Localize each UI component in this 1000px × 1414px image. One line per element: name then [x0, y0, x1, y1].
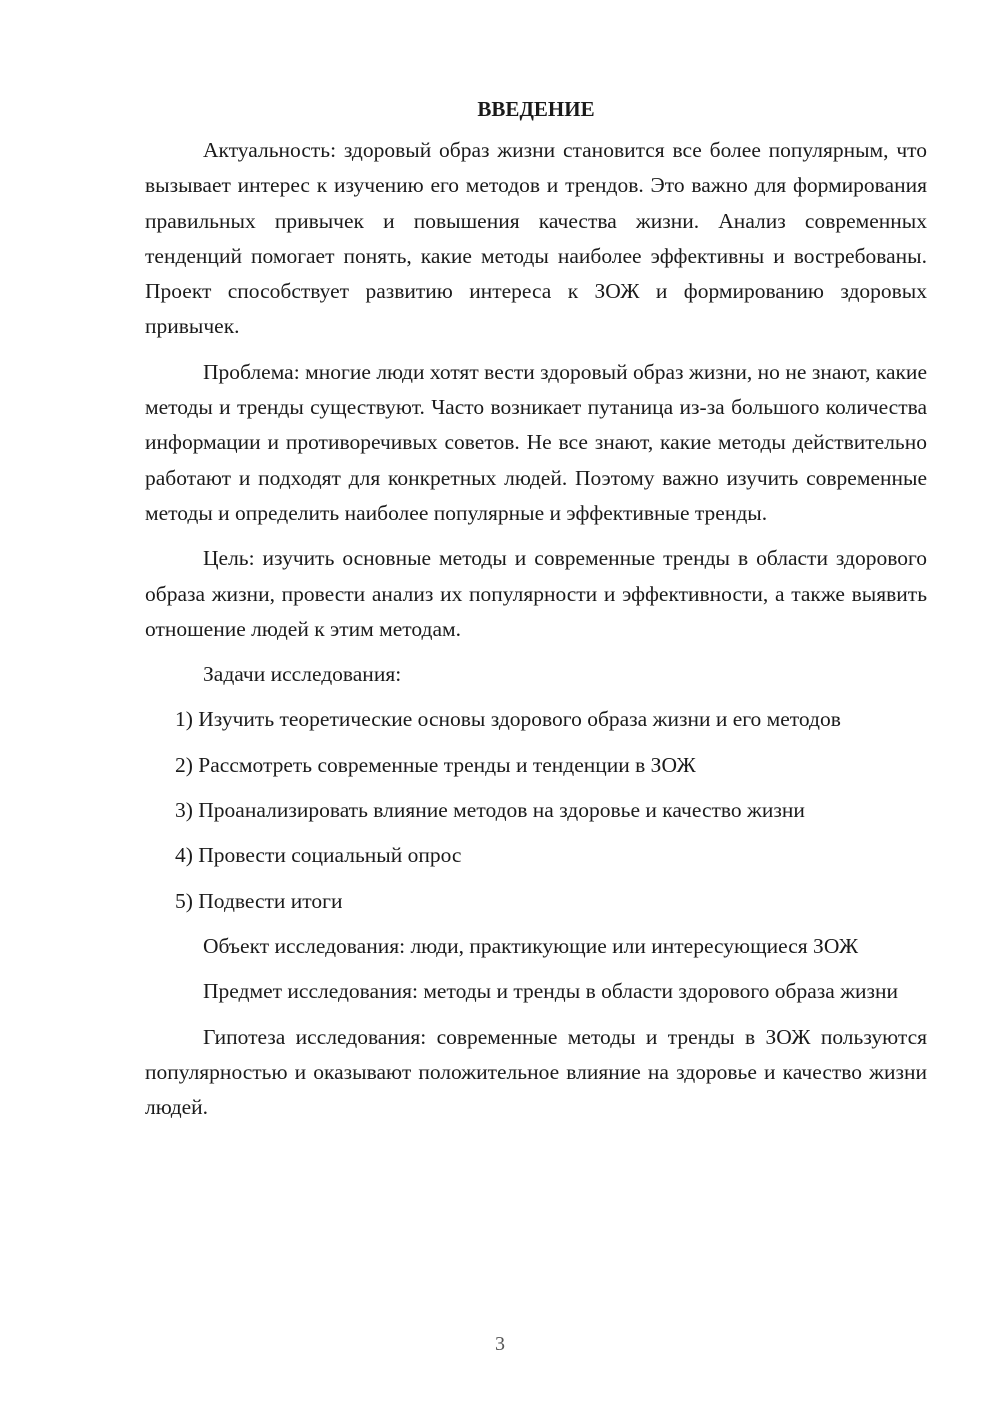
- task-item: 3) Проанализировать влияние методов на здоровье и качество жизни: [175, 798, 805, 823]
- page-number: 3: [495, 1333, 505, 1355]
- subject-paragraph: Предмет исследования: методы и тренды в области здорового образа жизни: [203, 979, 899, 1004]
- goal-paragraph: Цель: изучить основные методы и современные тренды в области здорового образа жизни, провести анализ их популярности и эффективности, а также выявить отношение людей к этим методам.: [145, 546, 927, 641]
- document-page: [145, 92, 927, 1135]
- tasks-heading: Задачи исследования:: [203, 662, 402, 687]
- task-item: 1) Изучить теоретические основы здорового образа жизни и его методов: [175, 707, 841, 732]
- task-item: 5) Подвести итоги: [175, 888, 343, 913]
- hypothesis-paragraph: Гипотеза исследования: современные методы и тренды в ЗОЖ пользуются популярностью и оказывают положительное влияние на здоровье и качество жизни людей.: [145, 1024, 927, 1120]
- relevance-paragraph: Актуальность: здоровый образ жизни становится все более популярным, что вызывает интерес к изучению его методов и трендов. Это важно для формирования правильных привычек и повышения качества жизни. Анализ современных тенденций помогает понять, какие методы наиболее эффективны и востребованы. Проект способствует развитию интереса к ЗОЖ и формированию здоровых привычек.: [145, 138, 927, 339]
- task-item: 2) Рассмотреть современные тренды и тенденции в ЗОЖ: [175, 752, 696, 777]
- page-title: ВВЕДЕНИЕ: [477, 97, 595, 121]
- task-item: 4) Провести социальный опрос: [175, 843, 462, 868]
- problem-paragraph: Проблема: многие люди хотят вести здоровый образ жизни, но не знают, какие методы и тренды существуют. Часто возникает путаница из-за большого количества информации и противоречивых советов. Не все знают, какие методы действительно работают и подходят для конкретных людей. Поэтому важно изучить современные методы и определить наиболее популярные и эффективные тренды.: [145, 359, 927, 525]
- tasks-list: [145, 702, 927, 918]
- object-paragraph: Объект исследования: люди, практикующие или интересующиеся ЗОЖ: [203, 933, 859, 958]
